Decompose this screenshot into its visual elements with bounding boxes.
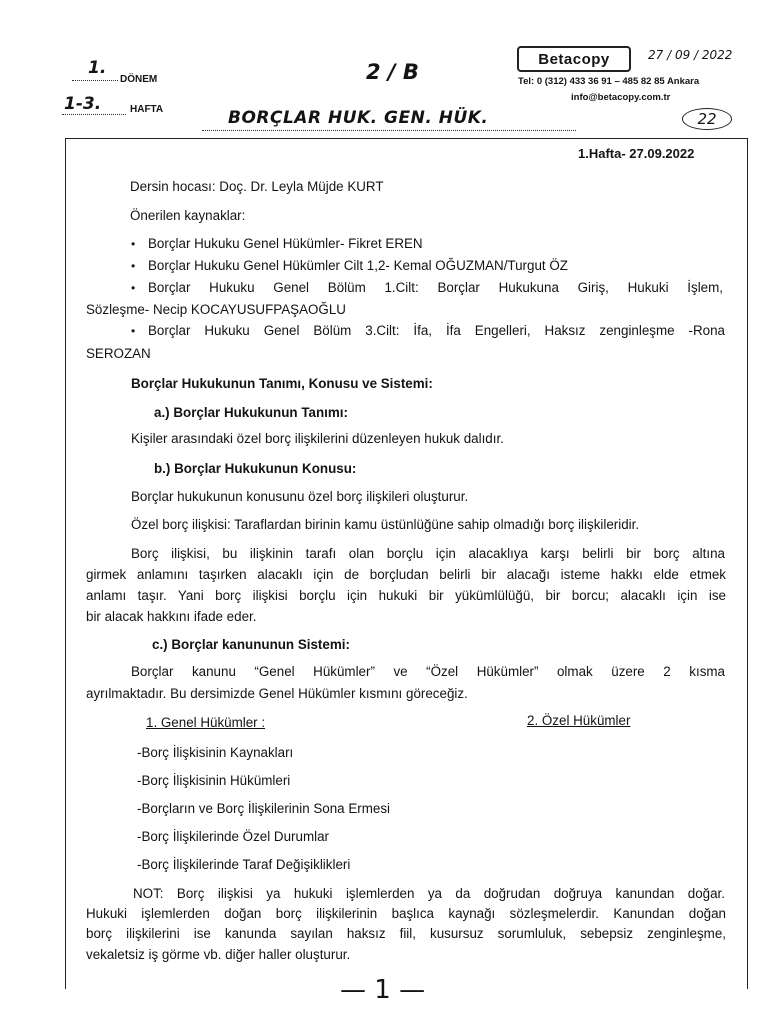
page-number: — 1 — bbox=[340, 975, 426, 1005]
note-line: NOT: Borç ilişkisi ya hukuki işlemlerden ya da doğrudan doğruya kanundan doğar. bbox=[133, 886, 725, 901]
print-date: 27 / 09 / 2022 bbox=[648, 48, 733, 62]
term-number: 1. bbox=[88, 58, 107, 78]
group-label: 2 / B bbox=[366, 60, 419, 84]
source-item-cont: Sözleşme- Necip KOCAYUSUFPAŞAOĞLU bbox=[86, 302, 346, 317]
week-number: 1-3. bbox=[64, 94, 102, 114]
week-underline bbox=[62, 114, 126, 115]
note-line: borç ilişkilerini ise kanunda sayılan haksız fiil, kusursuz sorumluluk, sebepsiz zenginleşme, bbox=[86, 926, 726, 941]
section-c-heading: c.) Borçlar kanununun Sistemi: bbox=[152, 637, 350, 652]
section-a-text: Kişiler arasındaki özel borç ilişkilerini düzenleyen hukuk dalıdır. bbox=[131, 431, 504, 446]
source-item: • Borçlar Hukuku Genel Bölüm 1.Cilt: Borçlar Hukukuna Giriş, Hukuki İşlem, bbox=[148, 280, 723, 296]
week-label: HAFTA bbox=[130, 104, 164, 115]
source-item: • Borçlar Hukuku Genel Bölüm 3.Cilt: İfa, İfa Engelleri, Haksız zenginleşme -Rona bbox=[148, 323, 725, 339]
section-b-para-line: Borç ilişkisi, bu ilişkinin tarafı olan borçlu için alacaklıya karşı belirli bir borç altına bbox=[131, 546, 725, 561]
term-label: DÖNEM bbox=[120, 74, 158, 85]
section-b-text-2: Özel borç ilişkisi: Taraflardan birinin kamu üstünlüğüne sahip olmadığı borç ilişkileridir. bbox=[131, 517, 640, 532]
section-c-para-line: ayrılmaktadır. Bu dersimizde Genel Hükümler kısmını göreceğiz. bbox=[86, 686, 468, 701]
instructor-line: Dersin hocası: Doç. Dr. Leyla Müjde KURT bbox=[130, 179, 384, 194]
main-heading: Borçlar Hukukunun Tanımı, Konusu ve Sistemi: bbox=[131, 376, 433, 391]
general-item: -Borçların ve Borç İlişkilerinin Sona Ermesi bbox=[137, 801, 391, 816]
note-line: vekaletsiz iş görme vb. diğer haller oluşturur. bbox=[86, 947, 351, 962]
sources-heading: Önerilen kaynaklar: bbox=[130, 208, 246, 223]
course-title: BORÇLAR HUK. GEN. HÜK. bbox=[228, 108, 489, 128]
week-date: 1.Hafta- 27.09.2022 bbox=[578, 146, 695, 161]
section-a-heading: a.) Borçlar Hukukunun Tanımı: bbox=[154, 405, 348, 420]
note-line: Hukuki işlemlerden doğan borç ilişkilerinin başlıca kaynağı sözleşmelerdir. Kanundan doğan bbox=[86, 906, 726, 921]
section-b-para-line: anlamı taşır. Yani borç ilişkisi borçlu için hukuki bir yükümlülüğü, bir borcu; alacaklı için ise bbox=[86, 588, 726, 603]
general-item: -Borç İlişkisinin Kaynakları bbox=[137, 745, 294, 760]
section-b-para-line: bir alacak hakkını ifade eder. bbox=[86, 609, 257, 624]
source-item: • Borçlar Hukuku Genel Hükümler Cilt 1,2- Kemal OĞUZMAN/Turgut ÖZ bbox=[148, 258, 568, 274]
copy-number-badge: 22 bbox=[682, 108, 732, 130]
course-title-underline bbox=[202, 130, 576, 131]
section-c-para-line: Borçlar kanunu “Genel Hükümler” ve “Özel Hükümler” olmak üzere 2 kısma bbox=[131, 664, 725, 679]
general-item: -Borç İlişkilerinde Özel Durumlar bbox=[137, 829, 329, 844]
source-item-cont: SEROZAN bbox=[86, 346, 151, 361]
general-item: -Borç İlişkisinin Hükümleri bbox=[137, 773, 291, 788]
betacopy-logo: Betacopy bbox=[517, 46, 631, 72]
part-2-heading: 2. Özel Hükümler bbox=[527, 713, 631, 728]
contact-email: info@betacopy.com.tr bbox=[571, 92, 671, 103]
source-item: • Borçlar Hukuku Genel Hükümler- Fikret EREN bbox=[148, 236, 423, 252]
section-b-text-1: Borçlar hukukunun konusunu özel borç ilişkileri oluşturur. bbox=[131, 489, 469, 504]
section-b-para-line: girmek anlamını taşırken alacaklı için de borçludan belirli bir alacağı isteme hakkı elde etmek bbox=[86, 567, 726, 582]
part-1-heading: 1. Genel Hükümler : bbox=[146, 715, 266, 730]
term-underline bbox=[72, 80, 118, 81]
section-b-heading: b.) Borçlar Hukukunun Konusu: bbox=[154, 461, 357, 476]
contact-phone: Tel: 0 (312) 433 36 91 – 485 82 85 Ankara bbox=[518, 76, 700, 87]
general-item: -Borç İlişkilerinde Taraf Değişiklikleri bbox=[137, 857, 351, 872]
